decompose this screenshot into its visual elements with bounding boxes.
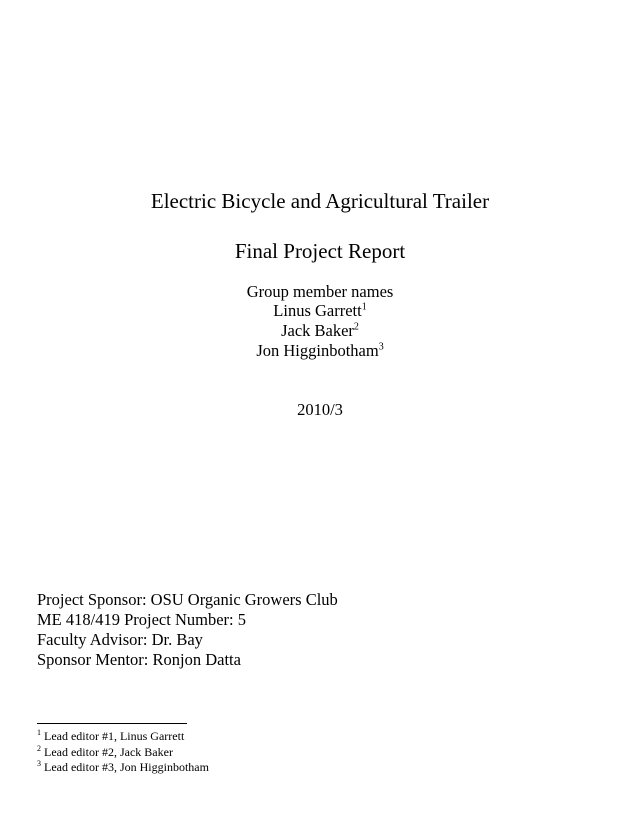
footnote-divider <box>37 723 187 724</box>
member-name: Jon Higginbotham <box>256 341 379 360</box>
footnote-ref: 1 <box>361 301 367 313</box>
footnote-mark: 2 <box>37 743 41 753</box>
member-name: Jack Baker <box>281 321 354 340</box>
footnote-2 <box>37 745 209 761</box>
footnotes <box>37 729 209 776</box>
project-number: ME 418/419 Project Number: 5 <box>37 610 246 629</box>
footnote-text: Lead editor #1, Linus Garrett <box>44 729 185 743</box>
footnote-ref: 2 <box>353 321 359 333</box>
member-jack-baker <box>0 321 640 341</box>
sponsor-mentor: Sponsor Mentor: Ronjon Datta <box>37 650 241 669</box>
footnote-3 <box>37 760 209 776</box>
footnote-text: Lead editor #2, Jack Baker <box>44 744 173 759</box>
member-jon-higginbotham <box>0 341 640 361</box>
project-info <box>37 590 338 670</box>
report-date: 2010/3 <box>297 400 343 419</box>
footnote-1 <box>37 729 209 745</box>
project-sponsor: Project Sponsor: OSU Organic Growers Club <box>37 590 338 609</box>
faculty-advisor: Faculty Advisor: Dr. Bay <box>37 630 203 649</box>
footnote-text: Lead editor #3, Jon Higginbotham <box>44 760 209 774</box>
members-heading: Group member names <box>246 282 394 301</box>
footnote-ref: 3 <box>378 341 384 353</box>
footnote-mark: 3 <box>37 759 41 768</box>
report-title: Electric Bicycle and Agricultural Trailer <box>150 189 490 213</box>
member-name: Linus Garrett <box>273 301 362 320</box>
report-subtitle: Final Project Report <box>234 239 406 263</box>
footnote-mark: 1 <box>37 728 41 737</box>
member-linus-garrett <box>0 301 640 321</box>
